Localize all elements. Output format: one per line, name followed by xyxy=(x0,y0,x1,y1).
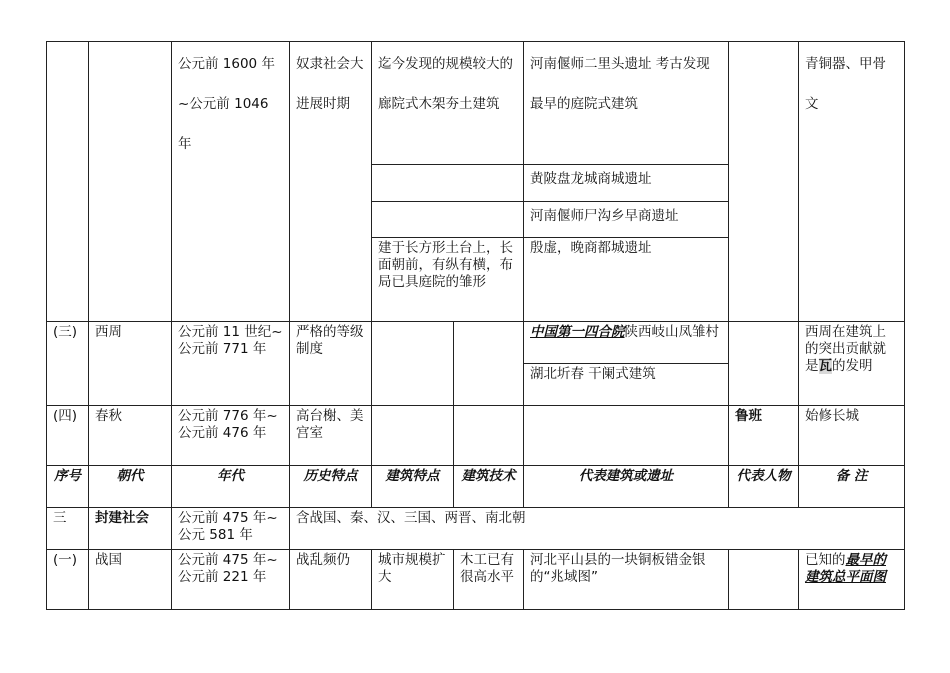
xizhou-date: 公元前 11 世纪~公元前 771 年 xyxy=(172,322,290,406)
header-number: 序号 xyxy=(47,466,89,508)
tile-highlight: 瓦 xyxy=(818,358,832,374)
zhanguo-arch-tech: 木工已有很高水平 xyxy=(454,550,524,610)
feudal-dynasty: 封建社会 xyxy=(89,508,172,550)
xizhou-dynasty: 西周 xyxy=(89,322,172,406)
feudal-date: 公元前 475 年~公元 581 年 xyxy=(172,508,290,550)
shang-arch-feature-3 xyxy=(372,202,524,238)
shang-site-4: 殷虚，晚商都城遗址 xyxy=(524,238,729,322)
xizhou-history: 严格的等级制度 xyxy=(290,322,372,406)
row-number-cell xyxy=(47,42,89,322)
shang-arch-feature-4: 建于长方形土台上，长面朝前，有纵有横，布局已具庭院的雏形 xyxy=(372,238,524,322)
header-history: 历史特点 xyxy=(290,466,372,508)
shang-arch-feature-1: 迄今发现的规模较大的廊院式木架夯土建筑 xyxy=(372,42,524,165)
chunqiu-arch-tech xyxy=(454,406,524,466)
zhanguo-note xyxy=(799,550,905,610)
shang-site-2: 黄陂盘龙城商城遗址 xyxy=(524,165,729,202)
xizhou-site-1-location: 陕西岐山凤雏村 xyxy=(624,324,719,340)
xizhou-site-2: 湖北圻春 干阑式建筑 xyxy=(524,364,729,406)
chunqiu-dynasty: 春秋 xyxy=(89,406,172,466)
xizhou-arch-feature xyxy=(372,322,454,406)
header-date: 年代 xyxy=(172,466,290,508)
chunqiu-arch-feature xyxy=(372,406,454,466)
chunqiu-person: 鲁班 xyxy=(729,406,799,466)
xizhou-site-1 xyxy=(524,322,729,364)
zhanguo-dynasty: 战国 xyxy=(89,550,172,610)
header-note: 备 注 xyxy=(799,466,905,508)
shang-arch-feature-2 xyxy=(372,165,524,202)
header-dynasty: 朝代 xyxy=(89,466,172,508)
xizhou-note-end: 的发明 xyxy=(832,358,873,374)
zhanguo-arch-feature: 城市规模扩大 xyxy=(372,550,454,610)
chunqiu-site xyxy=(524,406,729,466)
xizhou-number: (三) xyxy=(47,322,89,406)
header-arch-feature: 建筑特点 xyxy=(372,466,454,508)
xizhou-note-text: 西周在建筑上的突出贡献就是 xyxy=(805,324,886,374)
feudal-span: 含战国、秦、汉、三国、两晋、南北朝 xyxy=(290,508,905,550)
chunqiu-date: 公元前 776 年~公元前 476 年 xyxy=(172,406,290,466)
xizhou-person xyxy=(729,322,799,406)
shang-person xyxy=(729,42,799,322)
shang-site-1: 河南偃师二里头遗址 考古发现最早的庭院式建筑 xyxy=(524,42,729,165)
shang-note: 青铜器、甲骨文 xyxy=(799,42,905,322)
dynasty-cell xyxy=(89,42,172,322)
header-person: 代表人物 xyxy=(729,466,799,508)
first-courtyard-label: 中国第一四合院 xyxy=(530,324,625,340)
shang-date: 公元前 1600 年~公元前 1046 年 xyxy=(172,42,290,322)
architecture-history-table xyxy=(46,41,905,610)
xizhou-note xyxy=(799,322,905,406)
zhanguo-number: (一) xyxy=(47,550,89,610)
earliest-plan-label: 最早的建筑总平面图 xyxy=(805,552,886,585)
zhanguo-note-text: 已知的 xyxy=(805,552,846,568)
zhanguo-history: 战乱频仍 xyxy=(290,550,372,610)
feudal-number: 三 xyxy=(47,508,89,550)
chunqiu-history: 高台榭、美宫室 xyxy=(290,406,372,466)
shang-site-3: 河南偃师尸沟乡早商遗址 xyxy=(524,202,729,238)
zhanguo-date: 公元前 475 年~公元前 221 年 xyxy=(172,550,290,610)
chunqiu-number: (四) xyxy=(47,406,89,466)
header-arch-tech: 建筑技术 xyxy=(454,466,524,508)
header-site: 代表建筑或遗址 xyxy=(524,466,729,508)
shang-history: 奴隶社会大进展时期 xyxy=(290,42,372,322)
chunqiu-note: 始修长城 xyxy=(799,406,905,466)
zhanguo-site: 河北平山县的一块铜板错金银的“兆域图” xyxy=(524,550,729,610)
xizhou-arch-tech xyxy=(454,322,524,406)
zhanguo-person xyxy=(729,550,799,610)
